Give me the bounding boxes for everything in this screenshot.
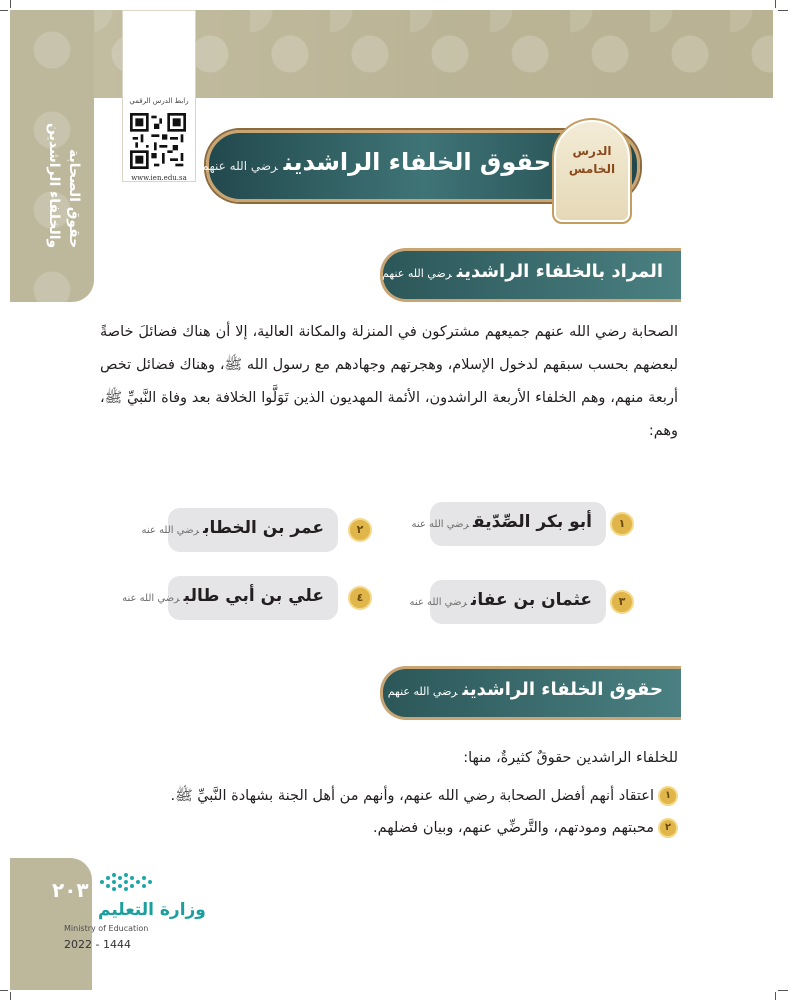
ministry-name-arabic: وزارة التعليم: [98, 900, 206, 920]
caliph-honorific: رضي الله عنه: [122, 593, 180, 604]
number-badge-1: ١: [610, 512, 634, 536]
section-title: [382, 261, 663, 282]
number-badge: ٢: [658, 818, 678, 838]
crop-mark: [775, 0, 776, 8]
crop-mark: [0, 10, 8, 11]
rights-intro: للخلفاء الراشدين حقوقٌ كثيرةٌ، منها:: [463, 750, 678, 766]
lesson-title-honorific: رضي الله عنهم: [201, 159, 278, 173]
section-title-text: المراد بالخلفاء الراشدين: [456, 261, 663, 282]
rights-item-text: اعتقاد أنهم أفضل الصحابة رضي الله عنهم، وأنهم من أهل الجنة بشهادة النَّبيِّ ﷺ.: [170, 788, 654, 804]
caliph-honorific: رضي الله عنه: [411, 519, 470, 530]
section-title-text: حقوق الخلفاء الراشدين: [462, 679, 663, 700]
lesson-title: [202, 148, 551, 176]
crop-mark: [0, 990, 8, 991]
rights-list-item: [373, 818, 678, 838]
lesson-number-badge: [552, 118, 632, 224]
caliph-name: أبو بكر الصِّدّيق: [473, 512, 592, 532]
page-number: ٢٠٣: [52, 878, 89, 902]
lesson-badge-label: الدرس: [572, 144, 612, 158]
section-title-honorific: رضي الله عنهم: [382, 267, 452, 280]
qr-label: رابط الدرس الرقمي: [129, 97, 189, 105]
qr-url[interactable]: www.ien.edu.sa: [131, 174, 187, 182]
caliph-card-2: [141, 508, 338, 552]
side-chapter-title: حقوق الصحابة والخلفاء الراشدين: [46, 122, 82, 248]
rights-list-item: [170, 786, 678, 808]
section-heading-rights: [380, 666, 681, 720]
section-title: [388, 679, 663, 700]
number-badge-4: ٤: [348, 586, 372, 610]
caliph-name: عمر بن الخطاب: [203, 518, 324, 538]
caliph-card-3: [409, 580, 606, 624]
caliph-name: علي بن أبي طالب: [183, 586, 324, 606]
lesson-title-text: حقوق الخلفاء الراشدين: [283, 148, 551, 176]
caliph-honorific: رضي الله عنه: [141, 525, 200, 536]
caliph-card-4: [122, 576, 338, 620]
ministry-name-english: Ministry of Education: [64, 924, 149, 933]
crop-mark: [10, 0, 11, 8]
digital-lesson-qr-card[interactable]: [122, 10, 196, 182]
crop-mark: [10, 992, 11, 1000]
edition-year: 2022 - 1444: [64, 938, 131, 951]
crop-mark: [775, 992, 776, 1000]
caliph-name: عثمان بن عفان: [471, 590, 592, 610]
ministry-logo-dots-icon: [98, 870, 158, 894]
number-badge: ١: [658, 786, 678, 806]
crop-mark: [778, 990, 788, 991]
section-title-honorific: رضي الله عنهم: [387, 685, 458, 698]
crop-mark: [778, 10, 788, 11]
number-badge-3: ٣: [610, 590, 634, 614]
number-badge-2: ٢: [348, 518, 372, 542]
section-heading-meaning: [380, 248, 681, 302]
intro-paragraph: الصحابة رضي الله عنهم جميعهم مشتركون في المنزلة والمكانة العالية، إلا أن هناك فضائلَ خاصةً لبعضهم بحسب سبقهم لدخول الإسلام، وهجرتهم وجهادهم مع رسول الله ﷺ، وهناك فضائل تخص أربعة منهم، وهم الخلفاء الأربعة الراشدون، الأئمة المهديون الذين تَوَلَّوا الخلافة بعد وفاة النَّبيِّ ﷺ، وهم:: [100, 324, 678, 439]
lesson-badge-number: الخامس: [568, 162, 616, 176]
qr-code-icon[interactable]: [130, 113, 186, 169]
caliph-card-1: [411, 502, 606, 546]
caliph-honorific: رضي الله عنه: [409, 597, 468, 608]
rights-item-text: محبتهم ومودتهم، والتَّرضِّي عنهم، وبيان فضلهم.: [372, 820, 654, 836]
